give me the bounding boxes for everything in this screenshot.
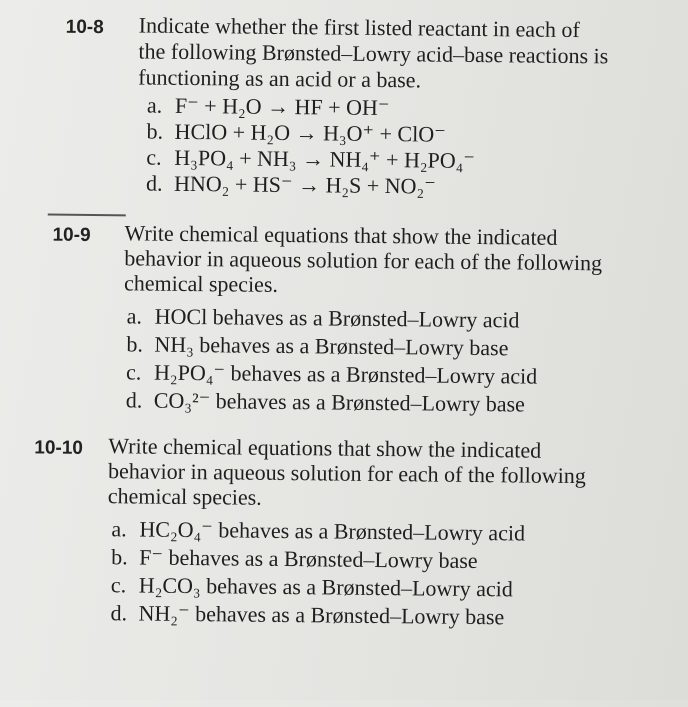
list-item: [147, 120, 446, 147]
item-text: CO₃²⁻ behaves as a Brønsted–Lowry base: [153, 387, 526, 417]
list-item: [126, 388, 525, 416]
item-letter: b.: [146, 118, 164, 144]
problem-prompt-line: the following Brønsted–Lowry acid–base reactions is: [138, 38, 609, 69]
item-text: NH₃ behaves as a Brønsted–Lowry base: [154, 331, 509, 361]
section-rule: [48, 214, 126, 217]
item-text: F⁻ + H₂O → HF + OH⁻: [174, 92, 390, 121]
item-text: HNO₂ + HS⁻ → H₂S + NO₂⁻: [173, 170, 436, 199]
item-text: H₃PO₄ + NH₃ → NH₄⁺ + H₂PO₄⁻: [174, 144, 476, 173]
problem-prompt-line: chemical species.: [107, 483, 262, 510]
item-text: HClO + H₂O → H₃O⁺ + ClO⁻: [174, 118, 446, 147]
problem-prompt-line: behavior in aqueous solution for each of the following: [107, 458, 586, 489]
list-item: [147, 94, 390, 121]
item-letter: d.: [110, 600, 128, 626]
item-text: HC₂O₄⁻ behaves as a Brønsted–Lowry acid: [139, 516, 526, 546]
list-item: [110, 601, 504, 629]
list-item: [111, 545, 478, 573]
item-text: H₂CO₃ behaves as a Brønsted–Lowry acid: [138, 572, 513, 602]
problem-prompt-line: Write chemical equations that show the indicated: [108, 433, 542, 463]
item-letter: a.: [146, 92, 163, 118]
problem-prompt-line: chemical species.: [123, 270, 279, 297]
item-text: H₂PO₄⁻ behaves as a Brønsted–Lowry acid: [153, 359, 538, 389]
item-text: F⁻ behaves as a Brønsted–Lowry base: [139, 544, 478, 574]
item-letter: c.: [125, 359, 142, 385]
list-item: [111, 517, 525, 545]
list-item: [111, 573, 513, 601]
problem-prompt-line: functioning as an acid or a base.: [138, 64, 422, 93]
problem-prompt-line: Indicate whether the first listed reactant in each of: [138, 12, 580, 43]
problem-number: 10-9: [52, 224, 91, 246]
problem-prompt-line: Write chemical equations that show the indicated: [124, 220, 558, 250]
item-text: NH₂⁻ behaves as a Brønsted–Lowry base: [138, 600, 505, 630]
list-item: [127, 304, 520, 332]
item-text: HOCl behaves as a Brønsted–Lowry acid: [154, 303, 520, 333]
item-letter: d.: [125, 387, 143, 413]
list-item: [146, 172, 436, 199]
item-letter: a.: [111, 516, 127, 542]
list-item: [146, 146, 475, 173]
problem-prompt-line: behavior in aqueous solution for each of the following: [124, 245, 603, 276]
item-letter: c.: [146, 144, 162, 170]
item-letter: b.: [126, 331, 144, 357]
item-letter: d.: [145, 170, 163, 196]
problem-number: 10-10: [34, 437, 84, 459]
item-letter: a.: [126, 303, 143, 329]
item-letter: b.: [111, 544, 128, 570]
item-letter: c.: [110, 572, 127, 598]
problem-number: 10-8: [65, 16, 104, 39]
list-item: [126, 360, 537, 388]
list-item: [126, 332, 508, 360]
problem-10-8: [0, 0, 660, 199]
